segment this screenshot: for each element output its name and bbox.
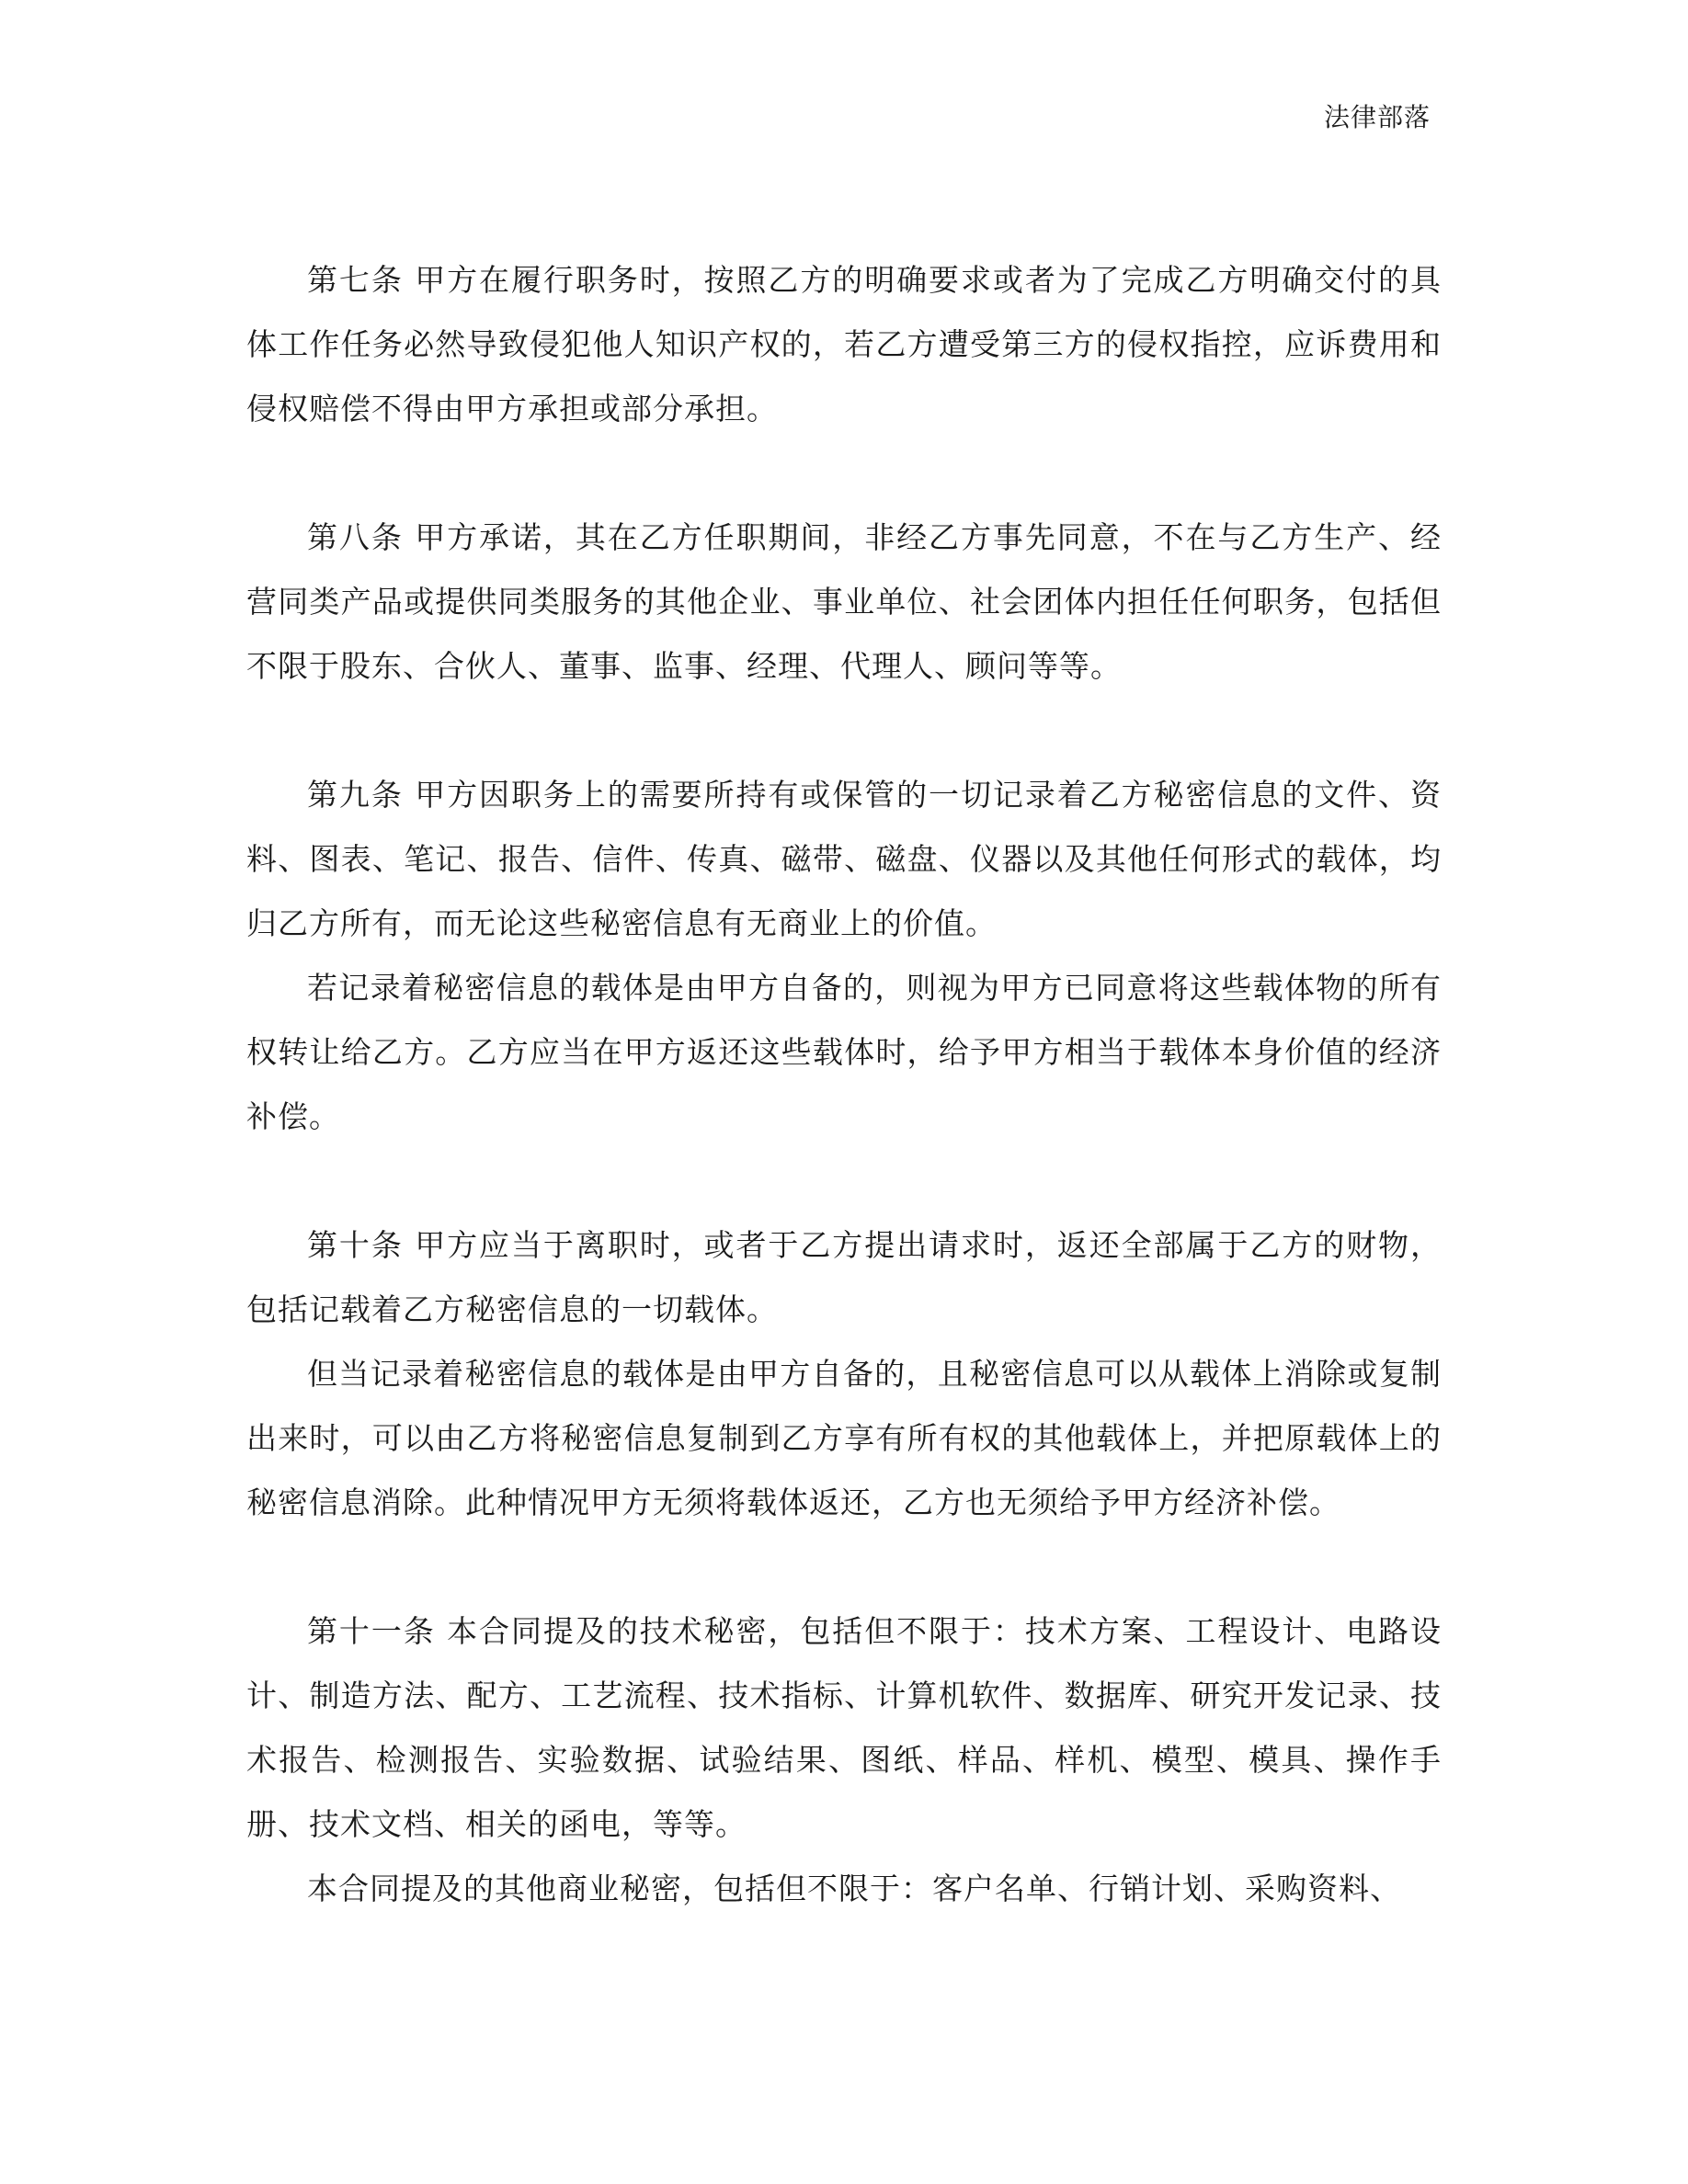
article-7 bbox=[246, 248, 1442, 441]
article-11 bbox=[246, 1599, 1442, 1921]
paragraph: 若记录着秘密信息的载体是由甲方自备的，则视为甲方已同意将这些载体物的所有权转让给乙方。乙方应当在甲方返还这些载体时，给予甲方相当于载体本身价值的经济补偿。 bbox=[246, 970, 1442, 1134]
article-8 bbox=[246, 506, 1442, 699]
article-10 bbox=[246, 1213, 1442, 1535]
paragraph: 第十一条 本合同提及的技术秘密，包括但不限于：技术方案、工程设计、电路设计、制造方法、配方、工艺流程、技术指标、计算机软件、数据库、研究开发记录、技术报告、检测报告、实验数据、试验结果、图纸、样品、样机、模型、模具、操作手册、技术文档、相关的函电，等等。 bbox=[246, 1613, 1442, 1842]
document-body bbox=[246, 248, 1442, 1921]
paragraph: 第八条 甲方承诺，其在乙方任职期间，非经乙方事先同意，不在与乙方生产、经营同类产品或提供同类服务的其他企业、事业单位、社会团体内担任任何职务，包括但不限于股东、合伙人、董事、监事、经理、代理人、顾问等等。 bbox=[246, 519, 1442, 684]
paragraph: 但当记录着秘密信息的载体是由甲方自备的，且秘密信息可以从载体上消除或复制出来时，可以由乙方将秘密信息复制到乙方享有所有权的其他载体上，并把原载体上的秘密信息消除。此种情况甲方无须将载体返还，乙方也无须给予甲方经济补偿。 bbox=[246, 1356, 1442, 1520]
page-header: 法律部落 bbox=[1323, 102, 1431, 132]
paragraph: 第十条 甲方应当于离职时，或者于乙方提出请求时，返还全部属于乙方的财物，包括记载着乙方秘密信息的一切载体。 bbox=[246, 1227, 1442, 1327]
paragraph: 第九条 甲方因职务上的需要所持有或保管的一切记录着乙方秘密信息的文件、资料、图表、笔记、报告、信件、传真、磁带、磁盘、仪器以及其他任何形式的载体，均归乙方所有，而无论这些秘密信息有无商业上的价值。 bbox=[246, 777, 1442, 941]
paragraph: 本合同提及的其他商业秘密，包括但不限于：客户名单、行销计划、采购资料、 bbox=[307, 1871, 1401, 1906]
article-9 bbox=[246, 763, 1442, 1149]
paragraph: 第七条 甲方在履行职务时，按照乙方的明确要求或者为了完成乙方明确交付的具体工作任务必然导致侵犯他人知识产权的，若乙方遭受第三方的侵权指控，应诉费用和侵权赔偿不得由甲方承担或部分承担。 bbox=[246, 262, 1442, 427]
